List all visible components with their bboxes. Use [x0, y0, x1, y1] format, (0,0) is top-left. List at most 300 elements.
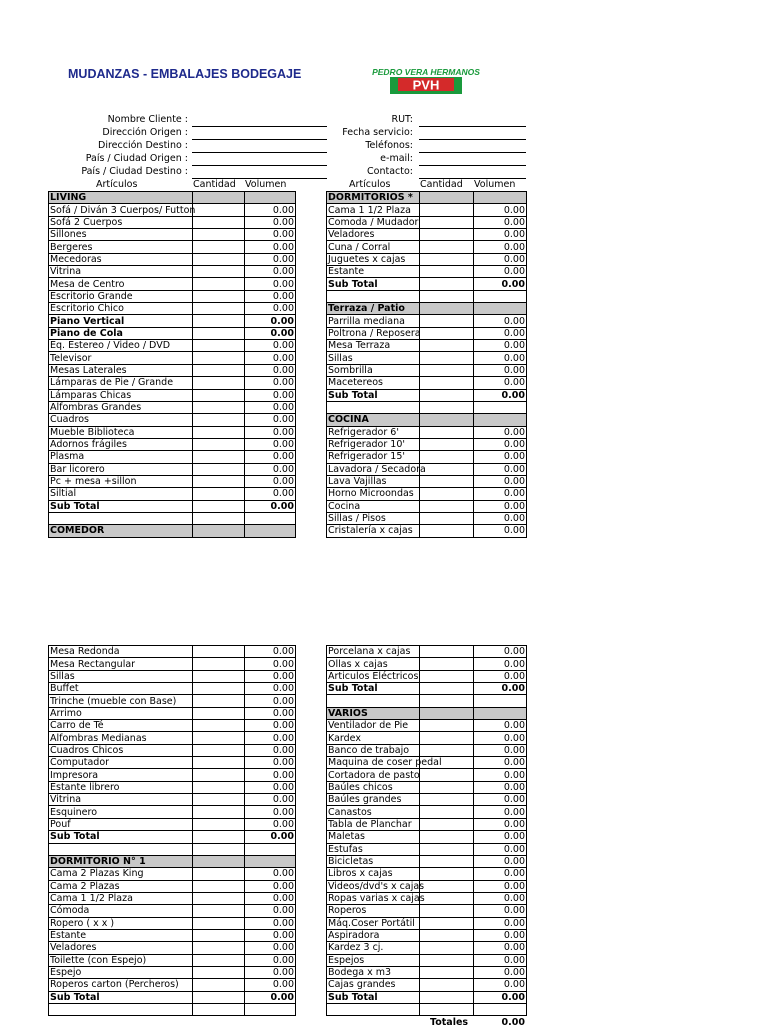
volume-cell: 0.00 [245, 414, 296, 426]
volume-cell: 0.00 [245, 670, 296, 682]
quantity-cell[interactable] [420, 880, 474, 892]
volume-cell: 0.00 [245, 253, 296, 265]
quantity-cell[interactable] [420, 451, 474, 463]
item-name: Lámparas Chicas [49, 389, 193, 401]
item-row [327, 855, 527, 867]
volume-cell: 0.00 [245, 991, 296, 1003]
volume-cell: 0.00 [474, 905, 527, 917]
volume-cell: 0.00 [474, 966, 527, 978]
item-name: Sillones [49, 229, 193, 241]
volume-cell: 0.00 [474, 229, 527, 241]
quantity-cell[interactable] [420, 266, 474, 278]
category-name: DORMITORIO N° 1 [49, 855, 193, 867]
quantity-cell[interactable] [193, 451, 245, 463]
item-name: Piano Vertical [49, 315, 193, 327]
volume-cell: 0.00 [245, 942, 296, 954]
item-name: Lámparas de Pie / Grande [49, 377, 193, 389]
volume-cell [474, 303, 527, 315]
quantity-cell[interactable] [193, 769, 245, 781]
item-row [327, 340, 527, 352]
quantity-cell[interactable] [193, 290, 245, 302]
quantity-cell[interactable] [420, 917, 474, 929]
item-name: Articulos Eléctricos [328, 670, 419, 682]
item-name: Máq.Coser Portátil [327, 917, 420, 929]
quantity-cell[interactable] [193, 426, 245, 438]
quantity-cell[interactable] [193, 352, 245, 364]
label-rut: RUT: [391, 114, 413, 125]
telefonos-field[interactable] [419, 152, 526, 153]
item-row [49, 204, 296, 216]
quantity-cell[interactable] [193, 954, 245, 966]
volume-cell: 0.00 [474, 855, 527, 867]
quantity-cell[interactable] [193, 204, 245, 216]
quantity-cell[interactable] [193, 806, 245, 818]
item-name: Cama 1 1/2 Plaza [327, 204, 420, 216]
category-name: DORMITORIOS * [327, 192, 420, 204]
blank-row [49, 512, 296, 524]
subtotal-row [49, 500, 296, 512]
item-name: Sofá / Diván 3 Cuerpos/ Futton [50, 204, 196, 216]
item-row [327, 266, 527, 278]
quantity-cell[interactable] [420, 781, 474, 793]
item-name: Eq. Estereo / Video / DVD [49, 340, 193, 352]
volume-cell: 0.00 [245, 401, 296, 413]
item-row [49, 806, 296, 818]
item-row [49, 646, 296, 658]
item-name [49, 1003, 193, 1015]
item-name: Baúles grandes [327, 794, 420, 806]
quantity-cell[interactable] [420, 340, 474, 352]
volume-cell: 0.00 [245, 389, 296, 401]
quantity-cell[interactable] [420, 905, 474, 917]
label-nombre-cliente: Nombre Cliente : [107, 114, 188, 125]
item-name: Kardez 3 cj. [327, 942, 420, 954]
volume-cell: 0.00 [245, 451, 296, 463]
item-row [327, 794, 527, 806]
item-row [49, 868, 296, 880]
volume-cell: 0.00 [474, 794, 527, 806]
quantity-cell[interactable] [193, 695, 245, 707]
item-name: Escritorio Grande [49, 290, 193, 302]
item-row [49, 352, 296, 364]
item-name: Veladores [327, 229, 420, 241]
quantity-cell[interactable] [193, 781, 245, 793]
quantity-cell [420, 290, 474, 302]
item-row [327, 475, 527, 487]
volume-cell [245, 512, 296, 524]
volume-cell: 0.00 [474, 364, 527, 376]
item-name: Mecedoras [49, 253, 193, 265]
volume-cell: 0.00 [474, 340, 527, 352]
item-name: Plasma [49, 451, 193, 463]
item-name: Alfombras Medianas [49, 732, 193, 744]
company-title: MUDANZAS - EMBALAJES BODEGAJE [68, 67, 302, 81]
item-row [49, 732, 296, 744]
quantity-cell[interactable] [193, 266, 245, 278]
volume-cell: 0.00 [245, 732, 296, 744]
quantity-cell[interactable] [193, 229, 245, 241]
label-pais-destino: País / Ciudad Destino : [81, 166, 188, 177]
quantity-cell[interactable] [420, 204, 474, 216]
category-name: COCINA [327, 414, 420, 426]
volume-cell: 0.00 [474, 377, 527, 389]
item-row [327, 744, 527, 756]
quantity-cell[interactable] [420, 216, 474, 228]
quantity-cell[interactable] [193, 364, 245, 376]
item-row [49, 463, 296, 475]
item-name: Baúles chicos [327, 781, 420, 793]
volume-cell: 0.00 [245, 929, 296, 941]
quantity-cell[interactable] [193, 880, 245, 892]
quantity-cell[interactable] [420, 732, 474, 744]
quantity-cell[interactable] [193, 979, 245, 991]
quantity-cell[interactable] [420, 769, 474, 781]
item-row [49, 720, 296, 732]
item-row [327, 658, 527, 670]
item-row [49, 966, 296, 978]
category-row [49, 855, 296, 867]
volume-cell: 0.00 [245, 315, 296, 327]
item-row [327, 757, 527, 769]
volume-cell: 0.00 [474, 525, 527, 537]
item-row [49, 377, 296, 389]
item-name: Cristalería x cajas [327, 525, 420, 537]
quantity-cell[interactable] [420, 831, 474, 843]
quantity-cell[interactable] [193, 377, 245, 389]
item-name: Bicicletas [327, 855, 420, 867]
volume-cell: 0.00 [245, 720, 296, 732]
quantity-cell[interactable] [193, 720, 245, 732]
item-row [327, 500, 527, 512]
volume-cell: 0.00 [245, 658, 296, 670]
volume-cell: 0.00 [474, 266, 527, 278]
quantity-cell [193, 831, 245, 843]
item-row [49, 340, 296, 352]
volume-cell: 0.00 [474, 757, 527, 769]
volume-cell [245, 855, 296, 867]
header-volumen-right: Volumen [474, 179, 516, 190]
quantity-cell [420, 192, 474, 204]
item-name: Cocina [327, 500, 420, 512]
quantity-cell[interactable] [420, 843, 474, 855]
quantity-cell[interactable] [193, 917, 245, 929]
quantity-cell[interactable] [193, 438, 245, 450]
quantity-cell[interactable] [193, 744, 245, 756]
volume-cell: 0.00 [474, 732, 527, 744]
volume-cell: 0.00 [474, 991, 527, 1003]
quantity-cell[interactable] [420, 966, 474, 978]
quantity-cell[interactable] [420, 253, 474, 265]
table-varios [326, 645, 527, 1016]
item-row [327, 818, 527, 830]
item-row [327, 646, 527, 658]
quantity-cell[interactable] [420, 315, 474, 327]
item-row [327, 216, 527, 228]
item-name: Libros x cajas [327, 868, 420, 880]
blank-row [327, 695, 527, 707]
quantity-cell[interactable] [420, 463, 474, 475]
volume-cell: 0.00 [245, 892, 296, 904]
label-contacto: Contacto: [367, 166, 413, 177]
item-name: Kardex [327, 732, 420, 744]
item-name: Escritorio Chico [49, 303, 193, 315]
item-name: Cómoda [49, 905, 193, 917]
item-name: Juguetes x cajas [327, 253, 420, 265]
item-name: Maquina de coser pedal [328, 757, 442, 769]
item-name: Siltial [49, 488, 193, 500]
item-row [49, 401, 296, 413]
quantity-cell [193, 327, 245, 339]
item-name [327, 1003, 420, 1015]
quantity-cell[interactable] [193, 892, 245, 904]
email-field[interactable] [419, 165, 526, 166]
volume-cell: 0.00 [474, 806, 527, 818]
volume-cell: 0.00 [474, 253, 527, 265]
category-row [49, 525, 296, 537]
item-name: Mesa Terraza [327, 340, 420, 352]
quantity-cell[interactable] [193, 794, 245, 806]
quantity-cell [193, 512, 245, 524]
quantity-cell[interactable] [193, 414, 245, 426]
quantity-cell[interactable] [193, 658, 245, 670]
quantity-cell[interactable] [193, 942, 245, 954]
item-name: Ventilador de Pie [327, 720, 420, 732]
volume-cell: 0.00 [474, 917, 527, 929]
item-name: Porcelana x cajas [327, 646, 420, 658]
item-row [327, 426, 527, 438]
quantity-cell[interactable] [193, 216, 245, 228]
volume-cell: 0.00 [474, 979, 527, 991]
quantity-cell[interactable] [420, 806, 474, 818]
quantity-cell[interactable] [193, 670, 245, 682]
subtotal-row [327, 683, 527, 695]
item-row [327, 966, 527, 978]
volume-cell: 0.00 [245, 377, 296, 389]
subtotal-row [327, 991, 527, 1003]
quantity-cell[interactable] [420, 720, 474, 732]
quantity-cell[interactable] [193, 340, 245, 352]
item-row [49, 438, 296, 450]
volume-cell: 0.00 [245, 683, 296, 695]
item-name: Refrigerador 15' [327, 451, 420, 463]
quantity-cell[interactable] [420, 327, 474, 339]
item-row [327, 451, 527, 463]
quantity-cell[interactable] [420, 426, 474, 438]
item-name: Sub Total [327, 278, 420, 290]
volume-cell: 0.00 [474, 868, 527, 880]
quantity-cell[interactable] [193, 707, 245, 719]
subtotal-row [327, 389, 527, 401]
volume-cell: 0.00 [245, 954, 296, 966]
quantity-cell[interactable] [420, 377, 474, 389]
volume-cell: 0.00 [474, 954, 527, 966]
quantity-cell[interactable] [193, 241, 245, 253]
volume-cell [474, 290, 527, 302]
item-name: Alfombras Grandes [49, 401, 193, 413]
quantity-cell[interactable] [420, 929, 474, 941]
volume-cell: 0.00 [474, 880, 527, 892]
item-row [327, 670, 527, 682]
volume-cell: 0.00 [245, 438, 296, 450]
item-row [49, 979, 296, 991]
volume-cell: 0.00 [245, 488, 296, 500]
item-row [49, 327, 296, 339]
item-name: Televisor [49, 352, 193, 364]
rut-field[interactable] [419, 126, 526, 127]
item-name: Comoda / Mudador [328, 216, 419, 228]
item-row [49, 905, 296, 917]
quantity-cell[interactable] [420, 979, 474, 991]
item-row [49, 794, 296, 806]
volume-cell: 0.00 [245, 475, 296, 487]
quantity-cell[interactable] [420, 438, 474, 450]
quantity-cell[interactable] [193, 303, 245, 315]
quantity-cell[interactable] [193, 868, 245, 880]
item-name: Estante [327, 266, 420, 278]
quantity-cell[interactable] [420, 241, 474, 253]
item-row [49, 744, 296, 756]
volume-cell: 0.00 [245, 426, 296, 438]
quantity-cell[interactable] [420, 744, 474, 756]
item-row [49, 917, 296, 929]
item-row [327, 253, 527, 265]
quantity-cell [420, 991, 474, 1003]
volume-cell: 0.00 [474, 488, 527, 500]
blank-row [327, 1003, 527, 1015]
quantity-cell[interactable] [193, 278, 245, 290]
quantity-cell[interactable] [420, 364, 474, 376]
item-name: Sub Total [327, 991, 420, 1003]
quantity-cell[interactable] [420, 670, 474, 682]
volume-cell: 0.00 [245, 463, 296, 475]
item-name: Sub Total [49, 991, 193, 1003]
fecha-servicio-field[interactable] [419, 139, 526, 140]
item-name: Esquinero [49, 806, 193, 818]
quantity-cell[interactable] [420, 892, 474, 904]
quantity-cell[interactable] [420, 868, 474, 880]
volume-cell: 0.00 [474, 463, 527, 475]
quantity-cell[interactable] [193, 389, 245, 401]
quantity-cell [193, 991, 245, 1003]
quantity-cell[interactable] [420, 855, 474, 867]
volume-cell: 0.00 [245, 646, 296, 658]
quantity-cell[interactable] [420, 488, 474, 500]
item-row [327, 806, 527, 818]
volume-cell [474, 401, 527, 413]
volume-cell: 0.00 [474, 683, 527, 695]
volume-cell: 0.00 [474, 216, 527, 228]
item-name: Cama 2 Plazas King [49, 868, 193, 880]
quantity-cell[interactable] [420, 229, 474, 241]
quantity-cell[interactable] [193, 253, 245, 265]
item-row [327, 831, 527, 843]
item-row [49, 426, 296, 438]
item-name: Sillas [327, 352, 420, 364]
quantity-cell[interactable] [420, 646, 474, 658]
blank-row [49, 1003, 296, 1015]
volume-cell: 0.00 [474, 241, 527, 253]
blank-row [327, 290, 527, 302]
item-row [327, 868, 527, 880]
item-row [327, 241, 527, 253]
item-name: Estante librero [49, 781, 193, 793]
item-name: Mesa de Centro [49, 278, 193, 290]
category-row [327, 303, 527, 315]
item-name: Tabla de Planchar [327, 818, 420, 830]
quantity-cell[interactable] [193, 401, 245, 413]
quantity-cell[interactable] [193, 683, 245, 695]
item-name: Lava Vajillas [327, 475, 420, 487]
item-name: Parrilla mediana [327, 315, 420, 327]
quantity-cell[interactable] [420, 794, 474, 806]
quantity-cell [193, 843, 245, 855]
quantity-cell[interactable] [193, 929, 245, 941]
volume-cell: 0.00 [474, 475, 527, 487]
item-name: Lavadora / Secadora [328, 463, 426, 475]
quantity-cell[interactable] [420, 512, 474, 524]
quantity-cell[interactable] [420, 500, 474, 512]
item-name: Videos/dvd's x cajas [328, 880, 425, 892]
table-dormitorios-cocina [326, 191, 527, 538]
logo-tagline: MUDANZAS EMBALAJES BODEGAJE [394, 93, 458, 98]
item-name: Ollas x cajas [327, 658, 420, 670]
quantity-cell[interactable] [420, 818, 474, 830]
item-name: Maletas [327, 831, 420, 843]
volume-cell: 0.00 [245, 966, 296, 978]
item-name: Trinche (mueble con Base) [49, 695, 193, 707]
volume-cell: 0.00 [245, 868, 296, 880]
quantity-cell[interactable] [420, 942, 474, 954]
quantity-cell[interactable] [193, 488, 245, 500]
table-living-comedor [48, 191, 296, 538]
item-name: Cortadora de pasto [328, 769, 420, 781]
quantity-cell[interactable] [420, 525, 474, 537]
quantity-cell[interactable] [193, 463, 245, 475]
item-row [49, 315, 296, 327]
quantity-cell[interactable] [193, 966, 245, 978]
quantity-cell[interactable] [420, 475, 474, 487]
item-row [49, 475, 296, 487]
category-name: LIVING [49, 192, 193, 204]
volume-cell: 0.00 [474, 204, 527, 216]
quantity-cell[interactable] [193, 732, 245, 744]
quantity-cell[interactable] [420, 352, 474, 364]
item-row [49, 253, 296, 265]
item-row [49, 781, 296, 793]
quantity-cell[interactable] [193, 475, 245, 487]
quantity-cell [420, 414, 474, 426]
category-name: Terraza / Patio [327, 303, 420, 315]
quantity-cell[interactable] [420, 658, 474, 670]
quantity-cell[interactable] [193, 757, 245, 769]
quantity-cell [420, 401, 474, 413]
item-name: Bodega x m3 [327, 966, 420, 978]
item-row [327, 229, 527, 241]
quantity-cell[interactable] [193, 818, 245, 830]
item-name: Roperos carton (Percheros) [49, 979, 193, 991]
quantity-cell[interactable] [193, 905, 245, 917]
item-row [49, 670, 296, 682]
item-row [49, 364, 296, 376]
volume-cell [245, 525, 296, 537]
volume-cell: 0.00 [245, 806, 296, 818]
quantity-cell[interactable] [420, 954, 474, 966]
quantity-cell[interactable] [193, 646, 245, 658]
item-name: Horno Microondas [327, 488, 420, 500]
item-name [49, 843, 193, 855]
item-name: Piano de Cola [49, 327, 193, 339]
quantity-cell [193, 315, 245, 327]
